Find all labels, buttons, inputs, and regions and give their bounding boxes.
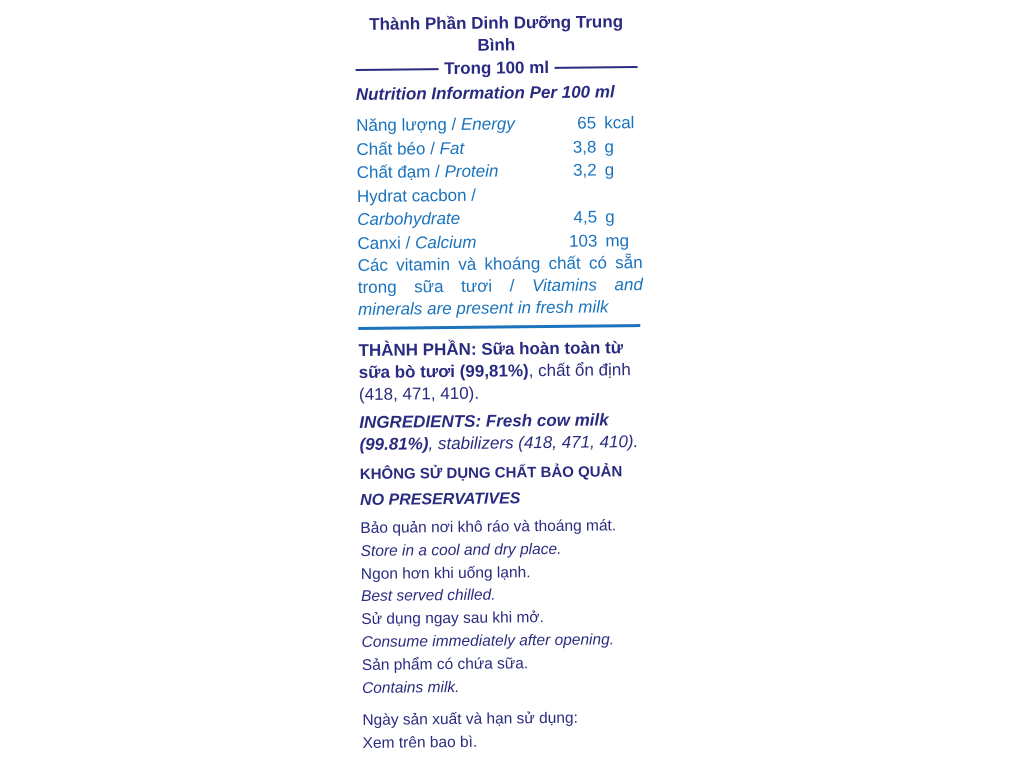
nutrient-unit: mg: [605, 230, 630, 250]
serve-en: Best served chilled.: [361, 586, 496, 606]
nutrition-table: [356, 111, 643, 321]
nutrient-name: Canxi / Calcium: [357, 232, 477, 253]
no-preservatives-en: NO PRESERVATIVES: [360, 490, 521, 509]
nutrient-name: Chất béo / Fat: [356, 138, 465, 159]
divider-left: [356, 68, 439, 71]
nutrient-name: Carbohydrate: [357, 208, 461, 229]
nutrition-heading-en: Nutrition Information Per 100 ml: [355, 82, 615, 104]
allergen-en: Contains milk.: [361, 678, 460, 697]
nutrient-unit: g: [604, 136, 614, 156]
storage-en: Store in a cool and dry place.: [360, 540, 562, 560]
per-serving-row: [355, 57, 637, 80]
nutrient-value: 103: [568, 230, 598, 251]
nutrient-row-carb-vi: [357, 182, 642, 208]
section-divider: [358, 324, 640, 330]
serve-vi: Ngon hơn khi uống lạnh.: [360, 563, 531, 583]
dates-vi: Ngày sản xuất và hạn sử dụng:: [362, 710, 578, 730]
nutrition-label: [355, 11, 655, 756]
nutrient-row-carbohydrate: [357, 205, 642, 231]
nutrient-unit: kcal: [604, 113, 635, 133]
nutrient-value: 3,8: [572, 136, 597, 157]
consume-vi: Sử dụng ngay sau khi mở.: [361, 609, 544, 629]
instructions: [360, 515, 654, 756]
nutrient-unit: g: [604, 160, 615, 180]
nutrient-value: 65: [577, 113, 597, 133]
nutrient-name: Hydrat cacbon /: [356, 185, 477, 206]
nutrient-row-calcium: [357, 229, 642, 255]
ingredients-vi: THÀNH PHẦN: Sữa hoàn toàn từ sữa bò tươi (99,81%), chất ổn định (418, 471, 410).: [358, 338, 631, 404]
consume-en: Consume immediately after opening.: [361, 631, 615, 651]
nutrient-name: Năng lượng / Energy: [356, 114, 515, 135]
dates-see-package: Xem trên bao bì.: [362, 733, 478, 753]
storage-vi: Bảo quản nơi khô ráo và thoáng mát.: [360, 517, 617, 537]
nutrient-value: 4,5: [573, 207, 598, 227]
nutrient-row-protein: [357, 158, 642, 184]
nutrient-row-fat: [356, 135, 641, 161]
nutrient-unit: [597, 182, 605, 206]
nutrient-value: [547, 182, 597, 206]
vitamins-note: Các vitamin và khoáng chất có sẵn trong sữa tươi / Vitamins and minerals are present in fresh milk: [357, 253, 643, 319]
nutrient-row-energy: [356, 111, 641, 137]
nutrient-value: 3,2: [572, 160, 597, 180]
allergen-vi: Sản phẩm có chứa sữa.: [361, 655, 529, 674]
nutrition-title: Thành Phần Dinh Dưỡng Trung Bình: [369, 12, 624, 55]
per-serving: Trong 100 ml: [444, 57, 550, 79]
nutrient-name: Chất đạm / Protein: [356, 161, 499, 182]
nutrient-unit: g: [605, 207, 615, 227]
no-preservatives-vi: KHÔNG SỬ DỤNG CHẤT BẢO QUẢN: [359, 463, 623, 483]
ingredients-en: INGREDIENTS: Fresh cow milk (99.81%), stabilizers (418, 471, 410).: [359, 410, 639, 454]
divider-right: [555, 66, 638, 69]
